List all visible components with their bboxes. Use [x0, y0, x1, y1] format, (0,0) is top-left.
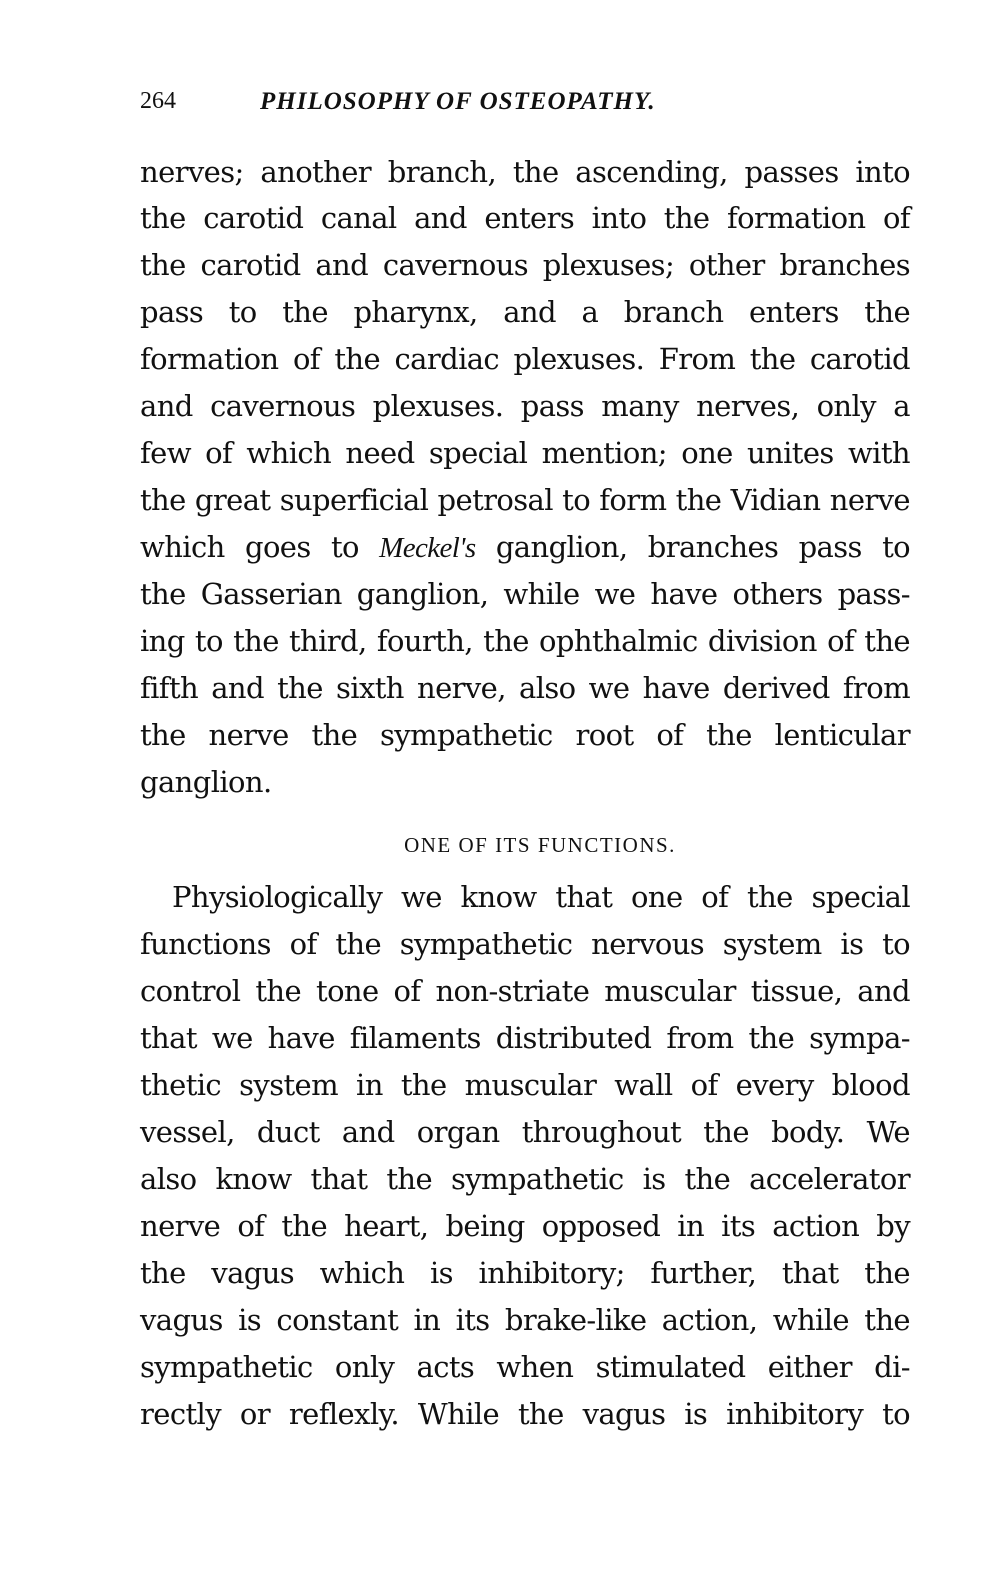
text-line: sympathetic only acts when stimulated either di-	[140, 1350, 910, 1384]
italic-name-meckels: Meckel's	[379, 532, 476, 564]
text-line: that we have filaments distributed from the sympa-	[140, 1021, 910, 1055]
text-line: pass to the pharynx, and a branch enters the	[140, 295, 910, 329]
text-line: functions of the sympathetic nervous system is to	[140, 927, 910, 961]
section-heading: ONE OF ITS FUNCTIONS.	[404, 833, 676, 857]
text-line: few of which need special mention; one unites with	[140, 436, 910, 470]
text-line: the great superficial petrosal to form the Vidian nerve	[140, 483, 910, 517]
text-line: the vagus which is inhibitory; further, that the	[140, 1256, 910, 1290]
text-segment: which goes to	[140, 530, 359, 564]
text-line: vessel, duct and organ throughout the body. We	[140, 1115, 910, 1149]
text-line: fifth and the sixth nerve, also we have derived from	[140, 671, 910, 705]
text-line-with-italic	[140, 530, 910, 564]
text-line: the carotid canal and enters into the formation of	[140, 201, 910, 235]
text-line: nerve of the heart, being opposed in its action by	[140, 1209, 910, 1243]
text-line: the Gasserian ganglion, while we have others pass-	[140, 577, 910, 611]
text-line: thetic system in the muscular wall of every blood	[140, 1068, 910, 1102]
text-line: Physiologically we know that one of the special	[172, 880, 910, 914]
text-line: ing to the third, fourth, the ophthalmic division of the	[140, 624, 910, 658]
page-number: 264	[140, 88, 176, 114]
text-line: the nerve the sympathetic root of the lenticular	[140, 718, 910, 752]
text-line: vagus is constant in its brake-like action, while the	[140, 1303, 910, 1337]
text-line: the carotid and cavernous plexuses; other branches	[140, 248, 910, 282]
text-line: control the tone of non-striate muscular tissue, and	[140, 974, 910, 1008]
text-line: nerves; another branch, the ascending, passes into	[140, 155, 910, 189]
text-line: and cavernous plexuses. pass many nerves, only a	[140, 389, 910, 423]
text-line: ganglion.	[140, 765, 272, 799]
running-title: PHILOSOPHY OF OSTEOPATHY.	[260, 88, 656, 115]
text-line: formation of the cardiac plexuses. From the carotid	[140, 342, 910, 376]
text-line: rectly or reflexly. While the vagus is inhibitory to	[140, 1397, 910, 1431]
text-line: also know that the sympathetic is the accelerator	[140, 1162, 910, 1196]
running-head	[140, 88, 910, 118]
text-segment: ganglion, branches pass to	[495, 530, 910, 564]
